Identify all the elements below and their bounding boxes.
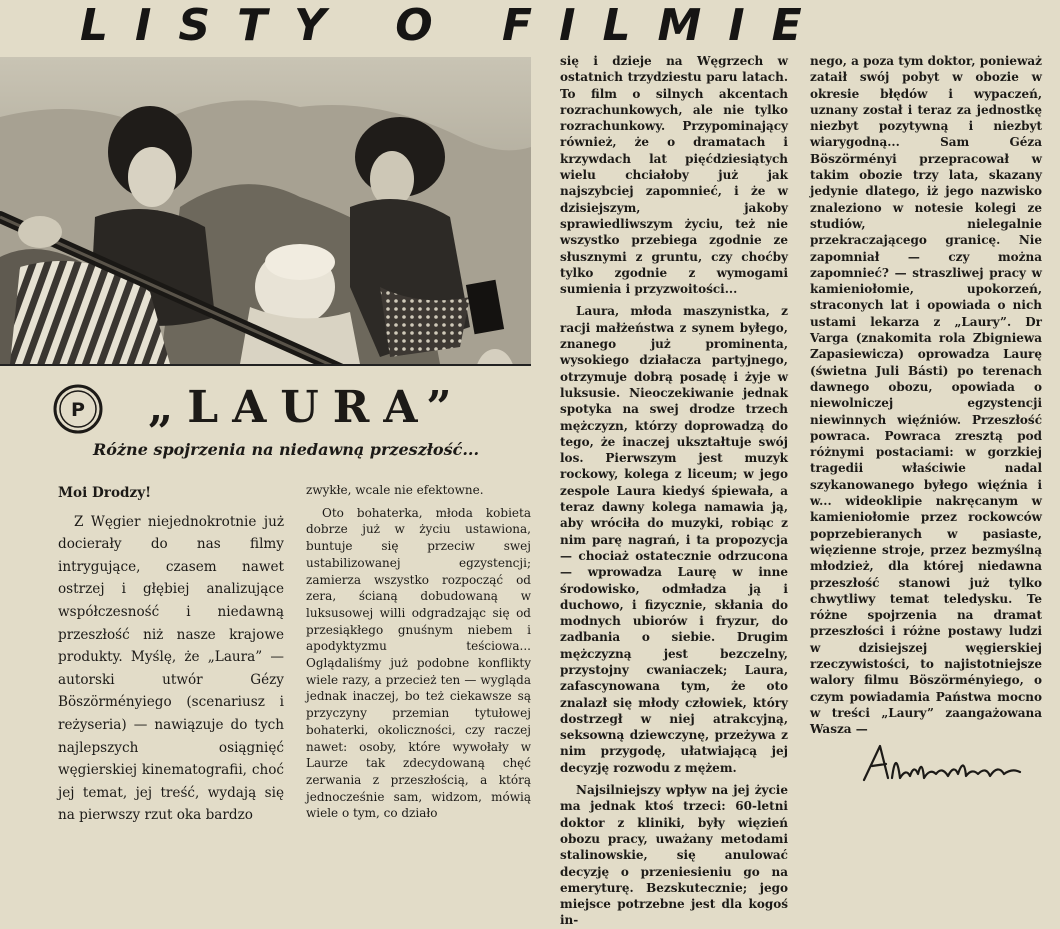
paragraph: Oto bohaterka, młoda kobieta dobrze już w życiu ustawiona, buntuje się przeciw swej ustabilizowanej egzystencji; zamierza wszystko rozpocząć od zera, ścianą dobudowaną w luksusowej willi odgradzając się od przesiąkłego gnuśnym niebem i apodyktyzmu teściowa... Oglądaliśmy już podobne konflikty wiele razy, a przecież ten — wygląda jednak inaczej, bo też ciekawsze są przyczyny przemian tytułowej bohaterki, okoliczności, czy raczej nawet: osoby, które wywołały w Laurze tak zdecydowaną chęć zerwania z przeszłością, a którą jednocześnie sam, widzom, mówią wiele o tym, co działo <box>306 505 531 821</box>
paragraph: się i dzieje na Węgrzech w ostatnich trzydziestu paru latach. To film o silnych akcentach rozrachunkowych, ale nie tylko rozrachunkowy. Przypominający również, że o dramatach i krzywdach lat pięćdziesiątych wielu chciałoby już jak najszybciej zapomnieć, i że w dzisiejszym, jakoby sprawiedliwszym życiu, też nie wszystko przebiega zgodnie ze słusznymi z gruntu, czy choćby tylko zgodnie z wymogami sumienia i przyzwoitości... <box>560 54 788 297</box>
article-column-3 <box>560 53 788 929</box>
article-column-4 <box>810 53 1042 737</box>
paragraph: Z Węgier niejednokrotnie już docierały do nas filmy intrygujące, czasem nawet ostrzej i głębiej analizujące współczesność i niedawną przeszłość niż nasze krajowe produkty. Myślę, że „Laura” — autorski utwór Gézy Böszörményiego (scenariusz i reżyseria) — nawiązuje do tych najlepszych osiągnięć węgierskiej kinematografii, choć jej temat, jej treść, wydają się na pierwszy rzut oka bardzo <box>58 513 284 824</box>
section-title: LISTY O FILMIE <box>80 0 829 51</box>
paragraph: Najsilniejszy wpływ na jej życie ma jednak ktoś trzeci: 60-letni doktor z kliniki, były więzień obozu pracy, uważany metodami stalinowskie, się anulować decyzję o przeniesieniu go na emeryturę. Bezskutecznie; jego miejsce potrzebne jest dla kogoś in- <box>560 783 788 928</box>
paragraph: zwykłe, wcale nie efektowne. <box>306 483 484 497</box>
film-title: „LAURA” <box>148 382 466 433</box>
film-still-image <box>0 57 531 364</box>
page-header <box>0 0 1060 52</box>
article-subtitle: Różne spojrzenia na niedawną przeszłość... <box>93 440 480 459</box>
article-column-1 <box>58 482 284 827</box>
film-rating-logo-icon <box>52 383 104 435</box>
greeting: Moi Drodzy! <box>58 485 152 501</box>
article-column-2 <box>306 482 531 822</box>
paragraph: Laura, młoda maszynistka, z racji małżeństwa z synem byłego, znanego już prominenta, wysokiego działacza partyjnego, otrzymuje dobrą posadę i żyje w luksusie. Nieoczekiwanie jednak spotyka na swej drodze trzech mężczyzn, którzy doprowadzą do tego, że inaczej ukształtuje swój los. Pierwszym jest muzyk rockowy, kolega z liceum; w jego zespole Laura kiedyś śpiewała, a teraz dawny kolega namawia ją, aby wróciła do muzyki, robiąc z nim parę nagrań, i ta propozycja — chociaż ostatecznie odrzucona — wprowadza Laurę w inne środowisko, odmładza ją i duchowo, i fizycznie, skłania do modnych ubiorów i fryzur, do zadbania o siebie. Drugim mężczyzną jest bezczelny, przystojny cwaniaczek; Laura, zafascynowana tym, że oto znalazł się młody człowiek, który dostrzegł w niej atrakcyjną, seksowną dziewczynę, przeżywa z nim przygodę, ułatwiającą jej decyzję rozwodu z mężem. <box>560 304 788 775</box>
author-signature <box>858 738 1038 788</box>
paragraph: nego, a poza tym doktor, ponieważ zataił swój pobyt w obozie w okresie błędów i wypaczeń, uznany został i teraz za jednostkę niezbyt pozytywną i niezbyt wiarygodną... Sam Géza Böszörményi przepracował w takim obozie trzy lata, skazany jedynie dlatego, iż jego nazwisko znaleziono w notesie kolegi ze studiów, nielegalnie przekraczającego granicę. Nie zapomniał — czy można zapomnieć? — straszliwej pracy w kamieniołomie, upokorzeń, straconych lat i opowiada o nich ustami lekarza z „Laury”. Dr Varga (znakomita rola Zbigniewa Zapasiewicza) oprowadza Laurę (świetna Juli Básti) po terenach dawnego obozu, opowiada o niewolniczej egzystencji niewinnych więźniów. Przeszłość powraca. Powraca zresztą pod różnymi postaciami: w gorzkiej tragedii właściwie nadal szykanowanego byłego więźnia i w... wideoklipie nakręcanym w kamieniołomie przez rockowców poprzebieranych w pasiaste, więzienne stroje, przez bezmyślną młodzież, dla której niedawna przeszłość stanowi już tylko chwytliwy temat teledysku. Te różne spojrzenia na dramat przeszłości i różne postawy ludzi w dzisiejszej węgierskiej rzeczywistości, to najistotniejsze walory filmu Böszörményiego, o czym powiadamia Państwa mocno w treści „Laury” zaangażowana Wasza — <box>810 54 1042 737</box>
film-still-photo <box>0 57 531 366</box>
logo-letter: P <box>71 399 85 421</box>
